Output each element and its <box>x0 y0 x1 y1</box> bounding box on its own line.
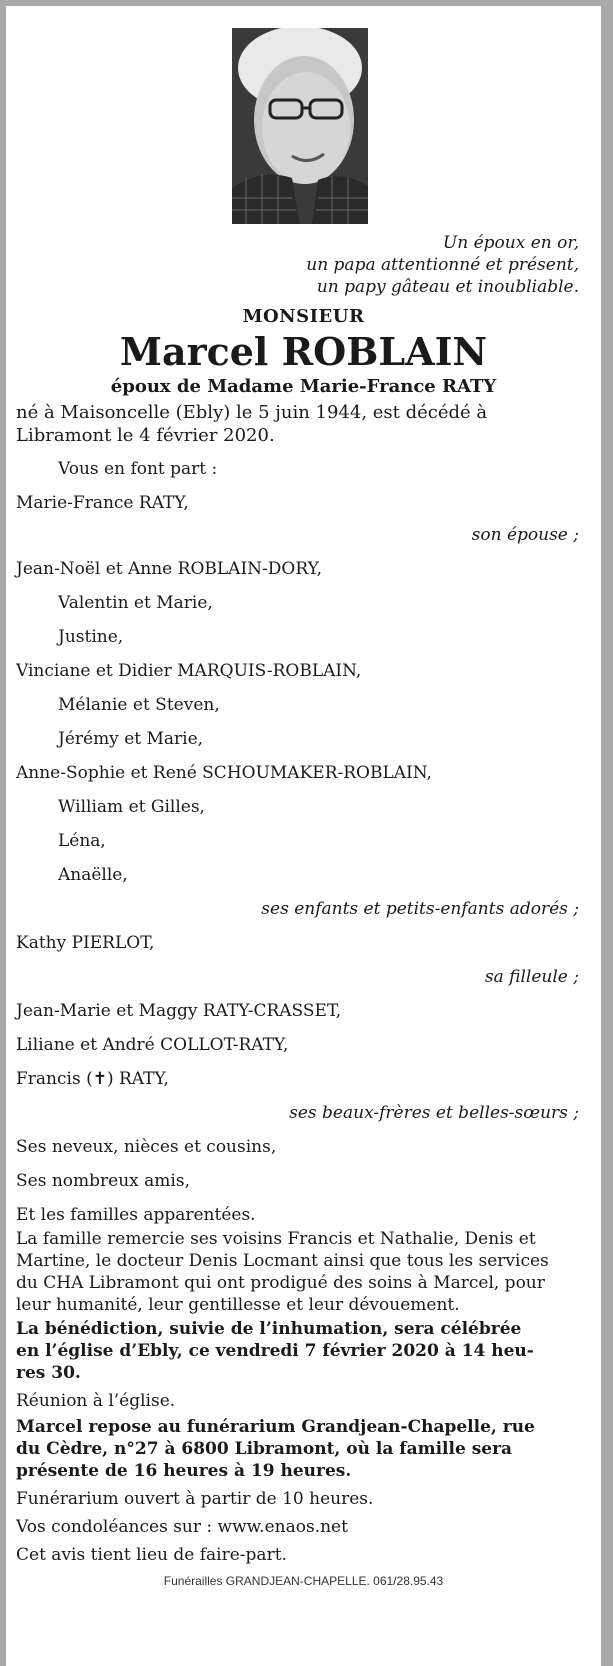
others-line: Et les familles apparentées. <box>16 1205 256 1225</box>
others-line: Ses nombreux amis, <box>16 1171 190 1191</box>
grandchild-name: Anaëlle, <box>58 865 128 885</box>
quote-line: un papy gâteau et inoubliable. <box>316 277 579 297</box>
grandchild-name: William et Gilles, <box>58 797 205 817</box>
quote-line: Un époux en or, <box>442 233 579 253</box>
children-role: ses enfants et petits-enfants adorés ; <box>261 899 579 919</box>
funeral-home-line: présente de 16 heures à 19 heures. <box>16 1461 352 1481</box>
meeting-line: Réunion à l’église. <box>16 1391 176 1411</box>
spouse-role: son épouse ; <box>471 525 579 545</box>
deceased-name: Marcel ROBLAIN <box>119 329 488 374</box>
birth-line: né à Maisoncelle (Ebly) le 5 juin 1944, est décédé à <box>16 402 488 423</box>
grandchild-name: Léna, <box>58 831 106 851</box>
goddaughter-name: Kathy PIERLOT, <box>16 933 155 953</box>
goddaughter-role: sa filleule ; <box>484 967 579 987</box>
grandchild-name: Jérémy et Marie, <box>58 729 204 749</box>
footer-credit: Funérailles GRANDJEAN-CHAPELLE. 061/28.95.43 <box>163 1574 444 1588</box>
spouse-name: Marie-France RATY, <box>16 493 189 513</box>
in-law-name: Jean-Marie et Maggy RATY-CRASSET, <box>16 1001 342 1021</box>
condolences-line: Vos condoléances sur : www.enaos.net <box>16 1517 348 1537</box>
in-law-name: Liliane et André COLLOT-RATY, <box>16 1035 289 1055</box>
grandchild-name: Mélanie et Steven, <box>58 695 220 715</box>
in-laws-role: ses beaux-frères et belles-sœurs ; <box>289 1103 579 1123</box>
ceremony-line: La bénédiction, suivie de l’inhumation, sera célébrée <box>16 1319 522 1339</box>
grandchild-name: Valentin et Marie, <box>58 593 213 613</box>
spouse-line: époux de Madame Marie-France RATY <box>110 376 497 397</box>
funeral-home-line: Marcel repose au funérarium Grandjean-Chapelle, rue <box>16 1417 535 1437</box>
honorific: MONSIEUR <box>242 306 365 327</box>
thanks-line: leur humanité, leur gentillesse et leur dévouement. <box>16 1295 460 1315</box>
quote-line: un papa attentionné et présent, <box>306 255 579 275</box>
thanks-line: La famille remercie ses voisins Francis et Nathalie, Denis et <box>16 1229 536 1249</box>
notice-line: Cet avis tient lieu de faire-part. <box>16 1545 287 1565</box>
in-law-name: Francis (✝) RATY, <box>16 1069 169 1089</box>
funeral-home-line: du Cèdre, n°27 à 6800 Libramont, où la famille sera <box>16 1439 513 1459</box>
thanks-line: du CHA Libramont qui ont prodigué des soins à Marcel, pour <box>16 1273 545 1293</box>
announce: Vous en font part : <box>58 459 218 479</box>
ceremony-line: en l’église d’Ebly, ce vendredi 7 février 2020 à 14 heu- <box>16 1341 534 1361</box>
birth-line: Libramont le 4 février 2020. <box>16 425 275 446</box>
child-name: Jean-Noël et Anne ROBLAIN-DORY, <box>16 559 323 579</box>
child-name: Anne-Sophie et René SCHOUMAKER-ROBLAIN, <box>16 763 432 783</box>
ceremony-line: res 30. <box>16 1363 81 1383</box>
child-name: Vinciane et Didier MARQUIS-ROBLAIN, <box>16 661 362 681</box>
opening-line: Funérarium ouvert à partir de 10 heures. <box>16 1489 374 1509</box>
grandchild-name: Justine, <box>58 627 124 647</box>
portrait-photo <box>232 28 368 224</box>
obituary-page <box>6 6 601 1666</box>
others-line: Ses neveux, nièces et cousins, <box>16 1137 277 1157</box>
thanks-line: Martine, le docteur Denis Locmant ainsi que tous les services <box>16 1251 549 1271</box>
